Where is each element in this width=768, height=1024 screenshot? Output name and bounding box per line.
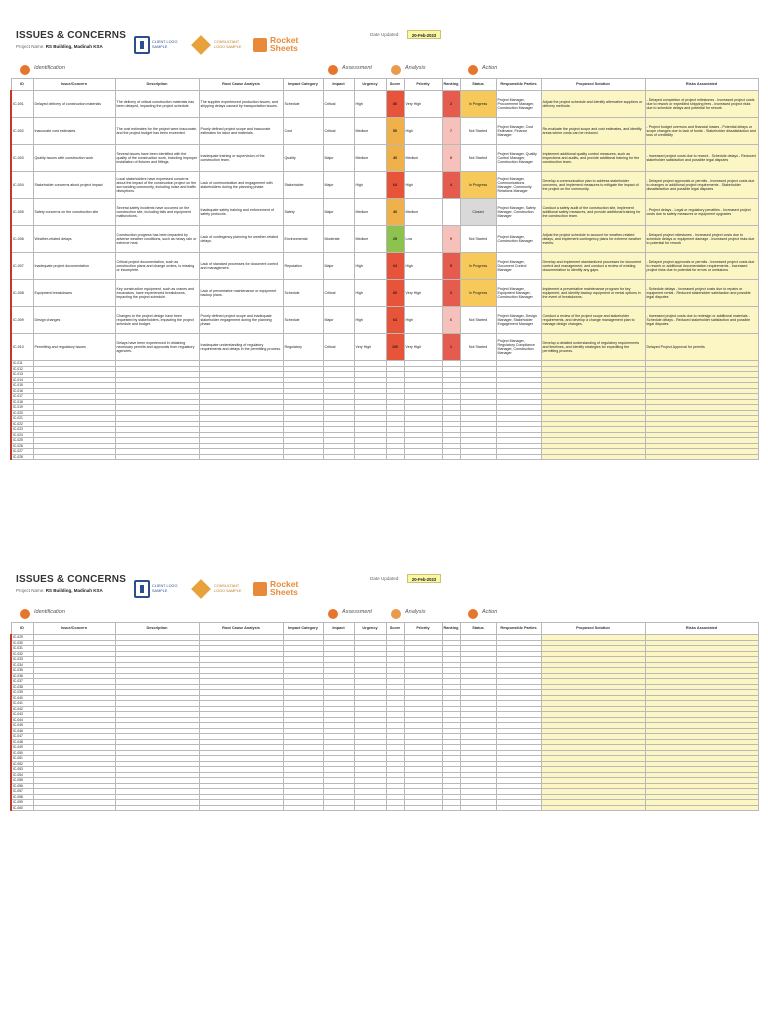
col-urgency[interactable]: Medium [354, 118, 386, 145]
col-impact[interactable]: Critical [323, 118, 354, 145]
col-urgency[interactable]: High [354, 91, 386, 118]
col-impact[interactable] [323, 454, 354, 460]
col-responsible-parties[interactable]: Project Manager, Quality Control Manager, Construction Manager [496, 145, 541, 172]
col-root-cause[interactable] [199, 454, 283, 460]
col-id[interactable]: IC-026 [11, 443, 33, 449]
col-proposed-solution[interactable]: Conduct a safety audit of the construction site, implement additional safety measures, and provide additional training for the construction team. [541, 199, 645, 226]
col-score[interactable]: 100 [386, 334, 404, 361]
col-risks[interactable] [645, 805, 758, 811]
col-id[interactable]: IC-014 [11, 377, 33, 383]
action-icon [468, 609, 478, 619]
col-urgency[interactable]: High [354, 253, 386, 280]
col-description-header: Description [115, 623, 199, 635]
col-description[interactable]: Local stakeholders have expressed concerns about the impact of the construction project on the surrounding community, including noise and traffic disruptions. [115, 172, 199, 199]
col-ranking-header: Ranking [442, 79, 460, 91]
client-logo: CLIENT LOGO SAMPLE [134, 580, 186, 598]
col-urgency[interactable]: High [354, 307, 386, 334]
col-score[interactable]: 64 [386, 172, 404, 199]
col-priority[interactable]: High [404, 172, 442, 199]
col-risks[interactable]: - Delayed project milestones - Increased project costs due to schedule delays or equipment damage - Increased project risks due to potential for rework [645, 226, 758, 253]
col-score[interactable]: 64 [386, 253, 404, 280]
col-id[interactable]: IC-008 [11, 280, 33, 307]
col-id[interactable]: IC-060 [11, 805, 33, 811]
col-impact-header: Impact [323, 79, 354, 91]
col-risks[interactable]: - Project delays - Legal or regulatory penalties - Increased project costs due to safety measures or equipment upgrades [645, 199, 758, 226]
col-risks[interactable]: - Delayed project approvals or permits - Increased project costs due to rework or additional documentation requirements - Increased project risks due to potential for errors or omissions [645, 253, 758, 280]
identification-icon [20, 65, 30, 75]
col-score[interactable]: 40 [386, 145, 404, 172]
col-impact-category-header: Impact Category [283, 79, 323, 91]
col-description[interactable]: The delivery of critical construction materials has been delayed, impacting the project schedule. [115, 91, 199, 118]
col-id[interactable]: IC-022 [11, 421, 33, 427]
col-issue[interactable]: Weather-related delays [33, 226, 115, 253]
col-impact-category[interactable]: Safety [283, 199, 323, 226]
col-ranking[interactable] [442, 199, 460, 226]
col-status[interactable]: Not Started [460, 145, 496, 172]
col-root-cause-header: Root Cause Analysis [199, 79, 283, 91]
col-description[interactable]: Critical project documentation, such as construction plans and change orders, is missing or incomplete. [115, 253, 199, 280]
col-proposed-solution-header: Proposed Solution [541, 79, 645, 91]
col-proposed-solution[interactable]: Develop and implement standardized processes for document control and management, and conduct a review of existing documentation to identify any gaps. [541, 253, 645, 280]
col-priority[interactable]: High [404, 118, 442, 145]
col-ranking[interactable]: 4 [442, 172, 460, 199]
col-description[interactable]: Several safety incidents have occurred on the construction site, including falls and equipment malfunctions. [115, 199, 199, 226]
col-impact[interactable]: Major [323, 172, 354, 199]
col-id[interactable]: IC-007 [11, 253, 33, 280]
table-row[interactable] [11, 145, 758, 172]
col-urgency[interactable]: Medium [354, 226, 386, 253]
col-id[interactable]: IC-032 [11, 651, 33, 657]
date-updated-value[interactable]: 20-Feb-2023 [407, 30, 441, 39]
col-status-header: Status [460, 79, 496, 91]
col-ranking[interactable]: 8 [442, 145, 460, 172]
col-impact-category[interactable]: Schedule [283, 307, 323, 334]
col-ranking[interactable] [442, 454, 460, 460]
col-id[interactable]: IC-015 [11, 383, 33, 389]
col-issue[interactable]: Equipment breakdowns [33, 280, 115, 307]
col-id[interactable]: IC-035 [11, 668, 33, 674]
col-id[interactable]: IC-030 [11, 640, 33, 646]
col-status[interactable]: In Progress [460, 172, 496, 199]
col-id[interactable]: IC-039 [11, 690, 33, 696]
col-id[interactable]: IC-031 [11, 646, 33, 652]
col-impact-category[interactable]: Environmental [283, 226, 323, 253]
col-score[interactable]: 80 [386, 91, 404, 118]
col-id-header: ID [11, 623, 33, 635]
col-score-header: Score [386, 79, 404, 91]
assessment-icon [328, 65, 338, 75]
col-proposed-solution[interactable]: Re-evaluate the project scope and cost estimates, and identify areas where costs can be reduced. [541, 118, 645, 145]
col-impact[interactable]: Critical [323, 91, 354, 118]
col-priority[interactable]: Medium [404, 145, 442, 172]
col-id[interactable]: IC-033 [11, 657, 33, 663]
date-updated-label: Date Updated: [370, 32, 400, 37]
col-responsible-parties[interactable]: Project Manager, Safety Manager, Construction Manager [496, 199, 541, 226]
col-priority[interactable] [404, 805, 442, 811]
col-id[interactable]: IC-050 [11, 750, 33, 756]
col-priority[interactable]: Low [404, 226, 442, 253]
col-proposed-solution[interactable] [541, 454, 645, 460]
col-status-header: Status [460, 623, 496, 635]
col-ranking[interactable]: 5 [442, 253, 460, 280]
col-risks[interactable] [645, 454, 758, 460]
col-id[interactable]: IC-027 [11, 449, 33, 455]
col-ranking[interactable] [442, 805, 460, 811]
col-score[interactable]: 64 [386, 307, 404, 334]
col-root-cause[interactable]: Inadequate safety training and enforcement of safety protocols. [199, 199, 283, 226]
col-impact[interactable]: Major [323, 199, 354, 226]
col-impact-category[interactable]: Stakeholder [283, 172, 323, 199]
col-score[interactable] [386, 454, 404, 460]
col-responsible-parties[interactable]: Project Manager, Document Control Manager [496, 253, 541, 280]
col-priority[interactable] [404, 454, 442, 460]
col-responsible-parties-header: Responsible Parties [496, 79, 541, 91]
col-proposed-solution[interactable]: Develop a detailed understanding of regulatory requirements and timelines, and identify strategies for expediting the permitting process. [541, 334, 645, 361]
col-id[interactable]: IC-048 [11, 739, 33, 745]
col-id[interactable]: IC-057 [11, 789, 33, 795]
col-priority-header: Priority [404, 623, 442, 635]
col-id[interactable]: IC-010 [11, 334, 33, 361]
table-row[interactable] [11, 307, 758, 334]
col-id[interactable]: IC-041 [11, 701, 33, 707]
table-row[interactable] [11, 253, 758, 280]
col-id[interactable]: IC-016 [11, 388, 33, 394]
col-id-header: ID [11, 79, 33, 91]
col-urgency[interactable]: Very High [354, 334, 386, 361]
analysis-icon [391, 609, 401, 619]
col-id[interactable]: IC-019 [11, 405, 33, 411]
col-id[interactable]: IC-012 [11, 366, 33, 372]
col-impact[interactable]: Major [323, 307, 354, 334]
page-title: ISSUES & CONCERNS [16, 30, 127, 41]
issues-table [10, 78, 759, 460]
col-urgency[interactable] [354, 805, 386, 811]
table-row[interactable] [11, 91, 758, 118]
sheet-header [10, 572, 758, 608]
col-issue[interactable]: Delayed delivery of construction materials [33, 91, 115, 118]
col-risks[interactable]: - Delayed completion of project milestones - Increased project costs due to rework or expedited shipping fees - Increased project risks due to schedule delays and potential for rework [645, 91, 758, 118]
col-description-header: Description [115, 79, 199, 91]
col-proposed-solution-header: Proposed Solution [541, 623, 645, 635]
col-id[interactable]: IC-024 [11, 432, 33, 438]
table-header-row [11, 623, 758, 635]
col-issue[interactable]: Quality issues with construction work [33, 145, 115, 172]
col-ranking[interactable]: 6 [442, 307, 460, 334]
col-impact-category[interactable]: Regulatory [283, 334, 323, 361]
col-ranking[interactable]: 7 [442, 118, 460, 145]
col-priority-header: Priority [404, 79, 442, 91]
col-risks[interactable]: Delayed Project Approval for permits [645, 334, 758, 361]
col-proposed-solution[interactable] [541, 805, 645, 811]
col-responsible-parties-header: Responsible Parties [496, 623, 541, 635]
col-impact-category[interactable] [283, 805, 323, 811]
col-id[interactable]: IC-028 [11, 454, 33, 460]
col-status[interactable]: In Progress [460, 280, 496, 307]
col-priority[interactable]: High [404, 307, 442, 334]
col-id[interactable]: IC-001 [11, 91, 33, 118]
col-responsible-parties[interactable]: Project Manager, Cost Estimator, Finance Manager [496, 118, 541, 145]
col-risks[interactable]: - Increased project costs due to rework - Schedule delays - Reduced stakeholder satisfaction and possible legal disputes [645, 145, 758, 172]
col-impact[interactable]: Major [323, 253, 354, 280]
analysis-icon [391, 65, 401, 75]
project-name: Project Name: RS Building, Madinah KSA [16, 588, 103, 593]
col-responsible-parties[interactable]: Project Manager, Procurement Manager, Construction Manager [496, 91, 541, 118]
col-status[interactable]: Not Started [460, 334, 496, 361]
client-logo: CLIENT LOGO SAMPLE [134, 36, 186, 54]
col-id[interactable]: IC-049 [11, 745, 33, 751]
col-issue[interactable] [33, 805, 115, 811]
col-ranking-header: Ranking [442, 623, 460, 635]
col-score-header: Score [386, 623, 404, 635]
rocket-sheets-logo: Rocket Sheets [253, 580, 313, 600]
col-risks[interactable]: - Delayed project approvals or permits - Increased project costs due to changes or additional project requirements - Stakeholder dissatisfaction and possible legal disputes [645, 172, 758, 199]
table-row[interactable] [11, 226, 758, 253]
col-description[interactable] [115, 805, 199, 811]
col-id[interactable]: IC-055 [11, 778, 33, 784]
col-priority[interactable]: Very High [404, 91, 442, 118]
col-id[interactable]: IC-040 [11, 695, 33, 701]
col-id[interactable]: IC-043 [11, 712, 33, 718]
section-analysis: Analysis [405, 65, 426, 71]
col-urgency[interactable]: Medium [354, 145, 386, 172]
col-description[interactable]: Construction progress has been impacted by adverse weather conditions, such as heavy rain or extreme heat. [115, 226, 199, 253]
col-root-cause[interactable]: Poorly defined project scope and inaccurate estimates for labor and materials. [199, 118, 283, 145]
action-icon [468, 65, 478, 75]
col-id[interactable]: IC-020 [11, 410, 33, 416]
col-id[interactable]: IC-054 [11, 772, 33, 778]
col-id[interactable]: IC-046 [11, 728, 33, 734]
section-action: Action [482, 65, 498, 71]
col-id[interactable]: IC-034 [11, 662, 33, 668]
col-responsible-parties[interactable]: Project Manager, Construction Manager [496, 226, 541, 253]
identification-icon [20, 609, 30, 619]
rocket-sheets-logo: Rocket Sheets [253, 36, 313, 56]
col-risks[interactable]: - Schedule delays - Increased project costs due to repairs or equipment rental - Reduced stakeholder satisfaction and possible legal disputes [645, 280, 758, 307]
col-id[interactable]: IC-025 [11, 438, 33, 444]
col-priority[interactable]: Very High [404, 280, 442, 307]
col-ranking[interactable]: 3 [442, 280, 460, 307]
table-row[interactable] [11, 280, 758, 307]
col-proposed-solution[interactable]: Conduct a review of the project scope and stakeholder requirements, and develop a change management plan to manage design changes. [541, 307, 645, 334]
table-header-row [11, 79, 758, 91]
col-status[interactable]: Closed [460, 199, 496, 226]
col-responsible-parties[interactable]: Project Manager, Communications Manager, Community Relations Manager [496, 172, 541, 199]
col-score[interactable]: 50 [386, 118, 404, 145]
col-id[interactable]: IC-036 [11, 673, 33, 679]
col-impact-category[interactable]: Schedule [283, 280, 323, 307]
col-proposed-solution[interactable]: Develop a communication plan to address stakeholder concerns, and implement measures to mitigate the impact of the project on the community. [541, 172, 645, 199]
col-root-cause[interactable]: Lack of communication and engagement with stakeholders during the planning phase. [199, 172, 283, 199]
col-impact-category[interactable]: Quality [283, 145, 323, 172]
col-issue-header: Issue/Concern [33, 79, 115, 91]
col-status[interactable]: Not Started [460, 307, 496, 334]
col-priority[interactable]: Very High [404, 334, 442, 361]
col-urgency[interactable] [354, 454, 386, 460]
col-score[interactable]: 80 [386, 280, 404, 307]
consultant-logo: CONSULTANT LOGO SAMPLE [194, 36, 250, 54]
col-responsible-parties[interactable]: Project Manager, Design Manager, Stakeholder Engagement Manager [496, 307, 541, 334]
col-issue[interactable]: Safety concerns on the construction site [33, 199, 115, 226]
col-proposed-solution[interactable]: Implement additional quality control measures, such as inspections and audits, and provide additional training for the construction team. [541, 145, 645, 172]
col-id[interactable]: IC-011 [11, 361, 33, 367]
col-id[interactable]: IC-059 [11, 800, 33, 806]
col-id[interactable]: IC-051 [11, 756, 33, 762]
col-description[interactable] [115, 454, 199, 460]
col-issue[interactable]: Design changes [33, 307, 115, 334]
col-id[interactable]: IC-006 [11, 226, 33, 253]
col-root-cause-header: Root Cause Analysis [199, 623, 283, 635]
col-root-cause[interactable]: Lack of contingency planning for weather-related delays. [199, 226, 283, 253]
col-issue[interactable]: Inaccurate cost estimates [33, 118, 115, 145]
col-proposed-solution[interactable]: Adjust the project schedule and identify alternative suppliers or delivery methods. [541, 91, 645, 118]
col-description[interactable]: Delays have been experienced in obtaining necessary permits and approvals from regulatory agencies. [115, 334, 199, 361]
table-row[interactable] [11, 454, 758, 460]
col-root-cause[interactable]: Inadequate training or supervision of the construction team. [199, 145, 283, 172]
consultant-logo: CONSULTANT LOGO SAMPLE [194, 580, 250, 598]
col-ranking[interactable]: 2 [442, 91, 460, 118]
col-urgency[interactable]: High [354, 172, 386, 199]
col-root-cause[interactable]: Poorly defined project scope and inadequate stakeholder engagement during the planning phase. [199, 307, 283, 334]
assessment-icon [328, 609, 338, 619]
col-impact-category[interactable]: Schedule [283, 91, 323, 118]
table-row[interactable] [11, 334, 758, 361]
col-id[interactable]: IC-005 [11, 199, 33, 226]
col-responsible-parties[interactable]: Project Manager, Equipment Manager, Construction Manager [496, 280, 541, 307]
col-issue-header: Issue/Concern [33, 623, 115, 635]
col-impact-category[interactable] [283, 454, 323, 460]
col-risks[interactable]: - Project budget overruns and financial losses - Potential delays or scope changes due to lack of funds - Stakeholder dissatisfaction and loss of credibility [645, 118, 758, 145]
page-title: ISSUES & CONCERNS [16, 574, 127, 585]
col-id[interactable]: IC-037 [11, 679, 33, 685]
table-row[interactable] [11, 805, 758, 811]
col-urgency[interactable]: High [354, 280, 386, 307]
col-status[interactable] [460, 454, 496, 460]
col-status[interactable]: Not Started [460, 118, 496, 145]
col-risks-header: Risks Associated [645, 623, 758, 635]
col-priority[interactable]: High [404, 253, 442, 280]
col-issue[interactable] [33, 454, 115, 460]
col-id[interactable]: IC-013 [11, 372, 33, 378]
col-description[interactable]: Several issues have been identified with the quality of the construction work, including improper installation of fixtures and fittings. [115, 145, 199, 172]
col-impact[interactable] [323, 805, 354, 811]
col-impact-category[interactable]: Reputation [283, 253, 323, 280]
table-row[interactable] [11, 172, 758, 199]
col-id[interactable]: IC-004 [11, 172, 33, 199]
col-urgency-header: Urgency [354, 623, 386, 635]
col-root-cause[interactable]: Lack of standard processes for document control and management. [199, 253, 283, 280]
col-id[interactable]: IC-044 [11, 717, 33, 723]
col-root-cause[interactable]: Inadequate understanding of regulatory requirements and delays in the permitting process. [199, 334, 283, 361]
col-id[interactable]: IC-038 [11, 684, 33, 690]
table-row[interactable] [11, 199, 758, 226]
section-assessment: Assessment [342, 65, 372, 71]
col-description[interactable]: The cost estimates for the project were inaccurate, and the project budget has been exceeded. [115, 118, 199, 145]
col-score[interactable]: 40 [386, 199, 404, 226]
col-description[interactable]: Changes to the project design have been requested by stakeholders, impacting the project schedule and budget. [115, 307, 199, 334]
section-assessment: Assessment [342, 609, 372, 615]
issues-table [10, 622, 759, 811]
col-responsible-parties[interactable]: Project Manager, Regulatory Compliance Manager, Construction Manager [496, 334, 541, 361]
col-risks[interactable]: - Increased project costs due to redesign or additional materials - Schedule delays - Reduced stakeholder satisfaction and possible legal disputes [645, 307, 758, 334]
sheet-page-2 [10, 572, 758, 811]
col-impact-category-header: Impact Category [283, 623, 323, 635]
col-urgency[interactable]: Medium [354, 199, 386, 226]
col-id[interactable]: IC-058 [11, 794, 33, 800]
section-bar [10, 64, 758, 78]
section-analysis: Analysis [405, 609, 426, 615]
col-impact-header: Impact [323, 623, 354, 635]
date-updated-label: Date Updated: [370, 576, 400, 581]
table-row[interactable] [11, 118, 758, 145]
col-id[interactable]: IC-029 [11, 635, 33, 641]
col-id[interactable]: IC-003 [11, 145, 33, 172]
section-identification: Identification [34, 609, 65, 615]
col-urgency-header: Urgency [354, 79, 386, 91]
col-id[interactable]: IC-021 [11, 416, 33, 422]
col-score[interactable] [386, 805, 404, 811]
col-id[interactable]: IC-045 [11, 723, 33, 729]
col-proposed-solution[interactable]: Implement a preventative maintenance program for key equipment, and identify backup equipment or rental options in the event of breakdowns. [541, 280, 645, 307]
col-id[interactable]: IC-056 [11, 783, 33, 789]
col-id[interactable]: IC-023 [11, 427, 33, 433]
col-status[interactable]: In Progress [460, 253, 496, 280]
col-root-cause[interactable]: The supplier experienced production issues, and shipping delays caused by transportation issues. [199, 91, 283, 118]
col-impact-category[interactable]: Cost [283, 118, 323, 145]
date-updated-value[interactable]: 20-Feb-2023 [407, 574, 441, 583]
col-root-cause[interactable]: Lack of preventative maintenance or equipment backup plans. [199, 280, 283, 307]
col-id[interactable]: IC-053 [11, 767, 33, 773]
col-ranking[interactable]: 1 [442, 334, 460, 361]
col-issue[interactable]: Permitting and regulatory issues [33, 334, 115, 361]
col-id[interactable]: IC-052 [11, 761, 33, 767]
col-impact[interactable]: Critical [323, 334, 354, 361]
col-responsible-parties[interactable] [496, 805, 541, 811]
col-score[interactable]: 25 [386, 226, 404, 253]
col-status[interactable] [460, 805, 496, 811]
project-name: Project Name: RS Building, Madinah KSA [16, 44, 103, 49]
col-issue[interactable]: Stakeholder concerns about project impact [33, 172, 115, 199]
col-description[interactable]: Key construction equipment, such as cranes and excavators, have experienced breakdowns, impacting the project schedule. [115, 280, 199, 307]
sheet-header [10, 28, 758, 64]
col-id[interactable]: IC-042 [11, 706, 33, 712]
section-bar [10, 608, 758, 622]
col-root-cause[interactable] [199, 805, 283, 811]
col-ranking[interactable]: 9 [442, 226, 460, 253]
col-id[interactable]: IC-047 [11, 734, 33, 740]
col-priority[interactable]: Medium [404, 199, 442, 226]
col-id[interactable]: IC-002 [11, 118, 33, 145]
col-status[interactable]: In Progress [460, 91, 496, 118]
col-status[interactable]: Not Started [460, 226, 496, 253]
col-id[interactable]: IC-018 [11, 399, 33, 405]
section-action: Action [482, 609, 498, 615]
col-impact[interactable]: Moderate [323, 226, 354, 253]
col-id[interactable]: IC-009 [11, 307, 33, 334]
col-proposed-solution[interactable]: Adjust the project schedule to account for weather-related delays, and implement contingency plans for extreme weather events. [541, 226, 645, 253]
col-id[interactable]: IC-017 [11, 394, 33, 400]
col-impact[interactable]: Major [323, 145, 354, 172]
col-impact[interactable]: Critical [323, 280, 354, 307]
col-issue[interactable]: Inadequate project documentation [33, 253, 115, 280]
col-responsible-parties[interactable] [496, 454, 541, 460]
col-risks-header: Risks Associated [645, 79, 758, 91]
section-identification: Identification [34, 65, 65, 71]
sheet-page-1 [10, 28, 758, 460]
